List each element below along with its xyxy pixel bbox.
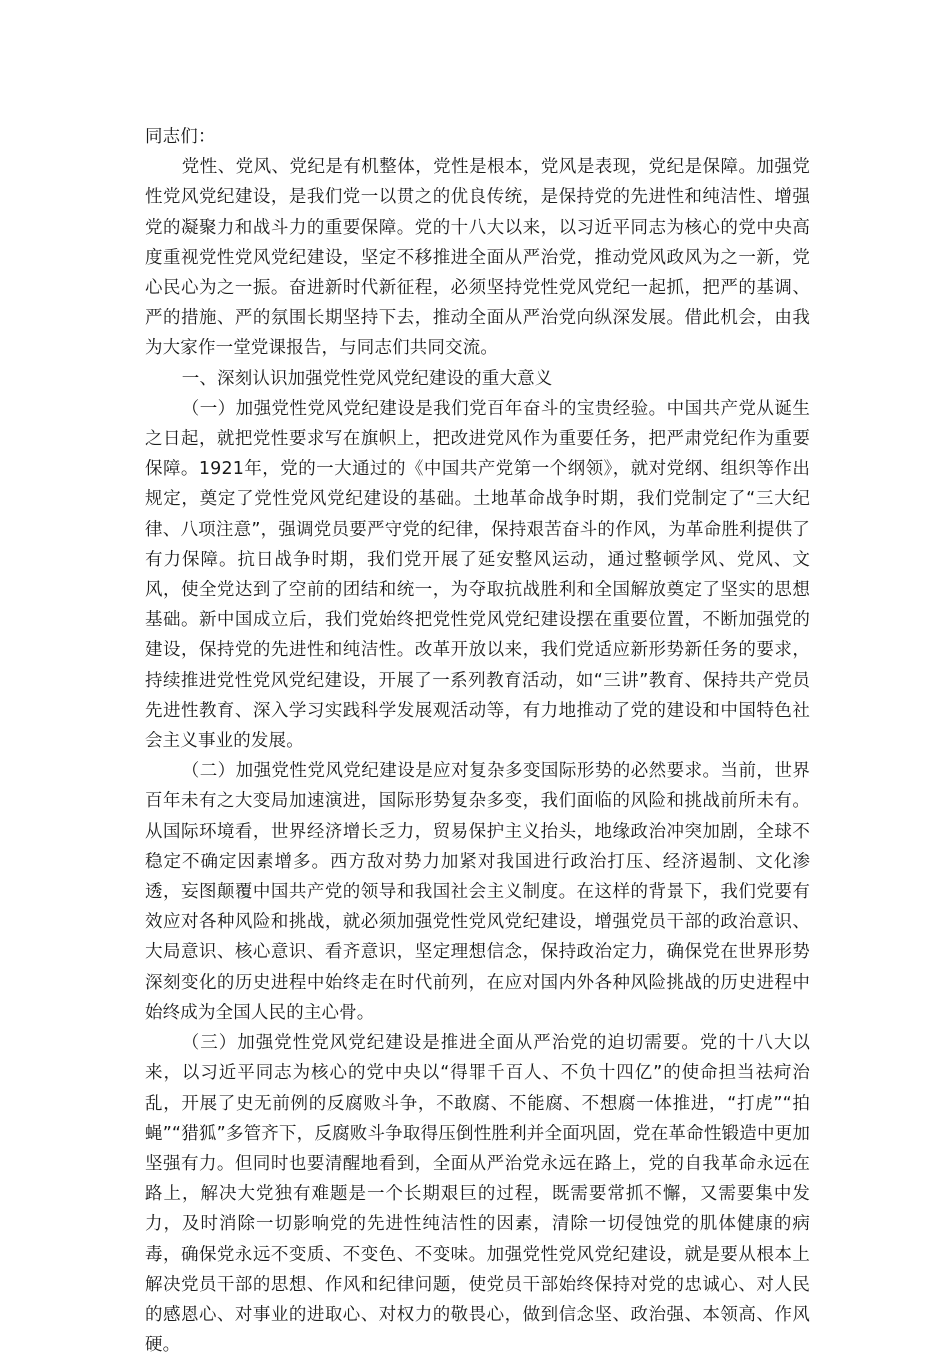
point-paragraph-1: （一）加强党性党风党纪建设是我们党百年奋斗的宝贵经验。中国共产党从诞生之日起，就把党性要求写在旗帜上，把改进党风作为重要任务，把严肃党纪作为重要保障。1921年，党的一大通过的《中国共产党第一个纲领》，就对党纲、组织等作出规定，奠定了党性党风党纪建设的基础。土地革命战争时期，我们党制定了“三大纪律、八项注意”，强调党员要严守党的纪律，保持艰苦奋斗的作风，为革命胜利提供了有力保障。抗日战争时期，我们党开展了延安整风运动，通过整顿学风、党风、文风，使全党达到了空前的团结和统一，为夺取抗战胜利和全国解放奠定了坚实的思想基础。新中国成立后，我们党始终把党性党风党纪建设摆在重要位置，不断加强党的建设，保持党的先进性和纯洁性。改革开放以来，我们党适应新形势新任务的要求，持续推进党性党风党纪建设，开展了一系列教育活动，如“三讲”教育、保持共产党员先进性教育、深入学习实践科学发展观活动等，有力地推动了党的建设和中国特色社会主义事业的发展。: [145, 398, 810, 752]
intro-paragraph: 党性、党风、党纪是有机整体，党性是根本，党风是表现，党纪是保障。加强党性党风党纪建设，是我们党一以贯之的优良传统，是保持党的先进性和纯洁性、增强党的凝聚力和战斗力的重要保障。党的十八大以来，以习近平同志为核心的党中央高度重视党性党风党纪建设，坚定不移推进全面从严治党，推动党风政风为之一新，党心民心为之一振。奋进新时代新征程，必须坚持党性党风党纪一起抓，把严的基调、严的措施、严的氛围长期坚持下去，推动全面从严治党向纵深发展。借此机会，由我为大家作一堂党课报告，与同志们共同交流。: [145, 157, 810, 359]
point-paragraph-3: （三）加强党性党风党纪建设是推进全面从严治党的迫切需要。党的十八大以来，以习近平同志为核心的党中央以“得罪千百人、不负十四亿”的使命担当祛疴治乱，开展了史无前例的反腐败斗争，不敢腐、不能腐、不想腐一体推进，“打虎”“拍蝇”“猎狐”多管齐下，反腐败斗争取得压倒性胜利并全面巩固，党在革命性锻造中更加坚强有力。但同时也要清醒地看到，全面从严治党永远在路上，党的自我革命永远在路上，解决大党独有难题是一个长期艰巨的过程，既需要常抓不懈，又需要集中发力，及时消除一切影响党的先进性纯洁性的因素，清除一切侵蚀党的肌体健康的病毒，确保党永远不变质、不变色、不变味。加强党性党风党纪建设，就是要从根本上解决党员干部的思想、作风和纪律问题，使党员干部始终保持对党的忠诚心、对人民的感恩心、对事业的进取心、对权力的敬畏心，做到信念坚、政治强、本领高、作风硬。: [145, 1033, 810, 1356]
point-paragraph-2: （二）加强党性党风党纪建设是应对复杂多变国际形势的必然要求。当前，世界百年未有之大变局加速演进，国际形势复杂多变，我们面临的风险和挑战前所未有。从国际环境看，世界经济增长乏力，贸易保护主义抬头，地缘政治冲突加剧，全球不稳定不确定因素增多。西方敌对势力加紧对我国进行政治打压、经济遏制、文化渗透，妄图颠覆中国共产党的领导和我国社会主义制度。在这样的背景下，我们党要有效应对各种风险和挑战，就必须加强党性党风党纪建设，增强党员干部的政治意识、大局意识、核心意识、看齐意识，坚定理想信念，保持政治定力，确保党在世界形势深刻变化的历史进程中始终走在时代前列，在应对国内外各种风险挑战的历史进程中始终成为全国人民的主心骨。: [145, 761, 810, 1023]
section-heading: 一、深刻认识加强党性党风党纪建设的重大意义: [181, 368, 553, 389]
greeting: 同志们：: [145, 127, 216, 147]
document-body: [145, 122, 810, 1360]
